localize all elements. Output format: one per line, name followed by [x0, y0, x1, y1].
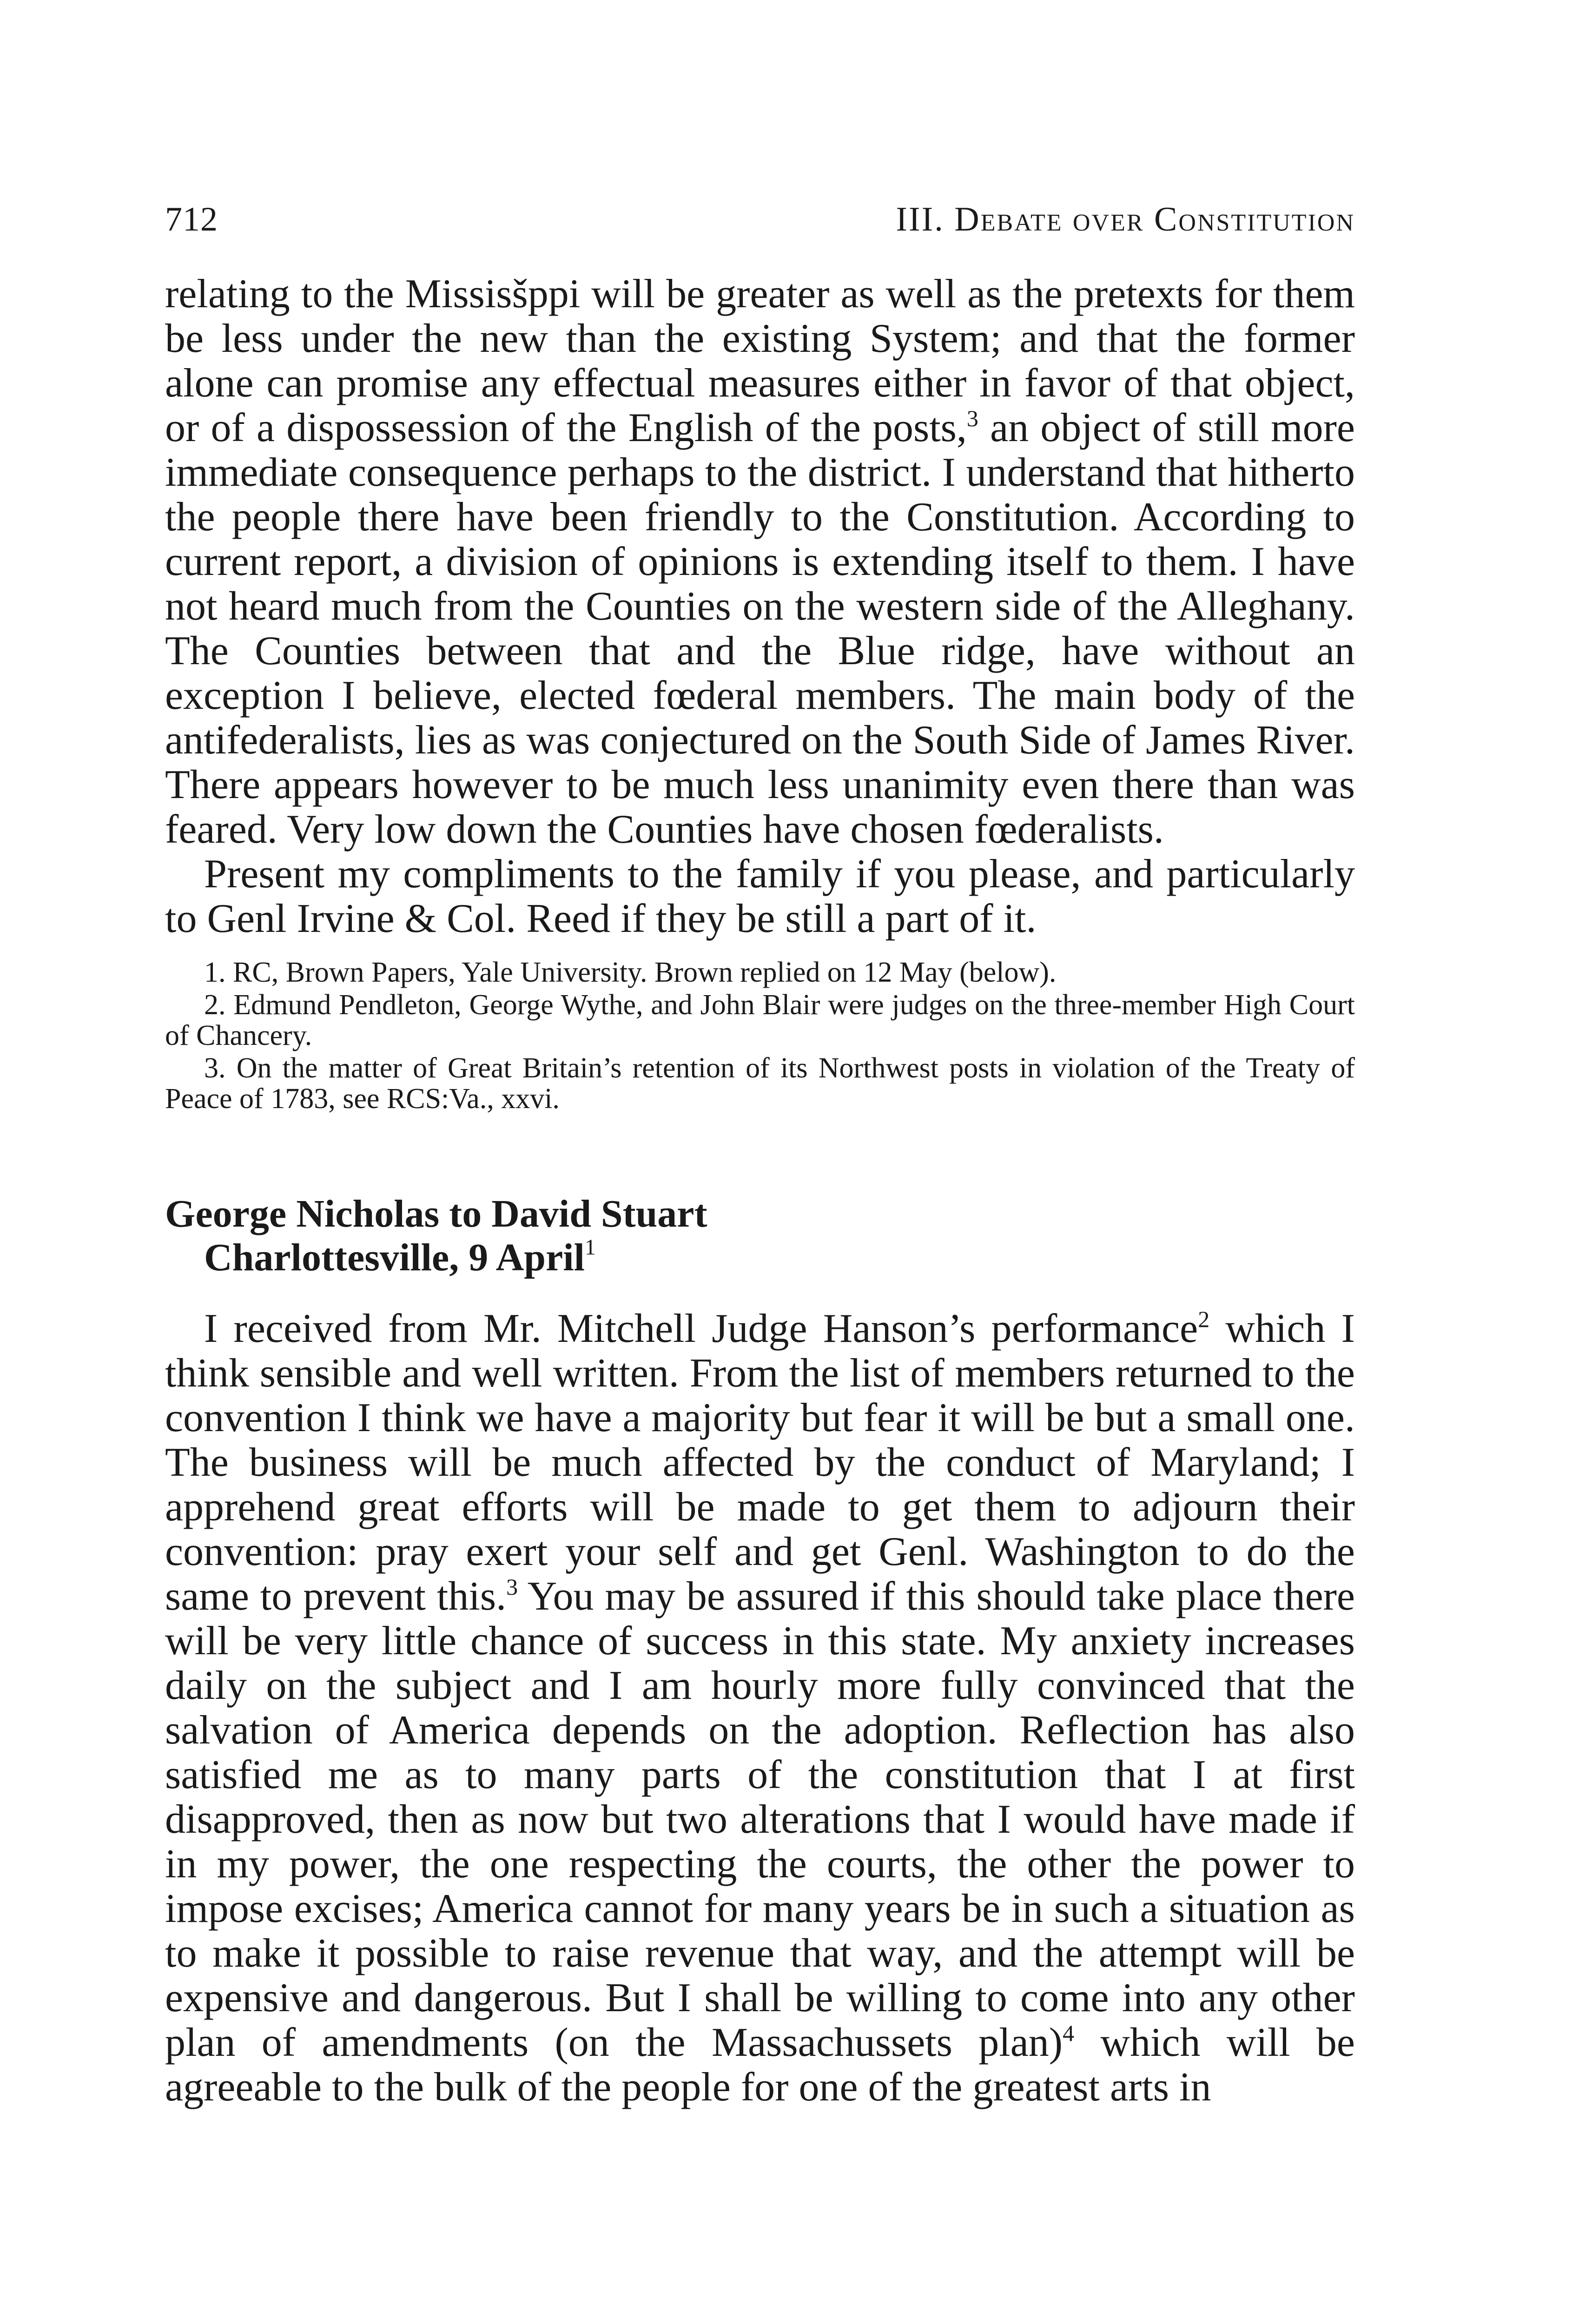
heading-place-date: [165, 1236, 1355, 1280]
footnotes: [165, 957, 1355, 1114]
letter1-paragraph-continued: [165, 272, 1355, 852]
footnote-3: 3. On the matter of Great Britain’s retention of its Northwest posts in violation of the Treaty of Peace of 1783, see RCS:Va., xxvi.: [165, 1052, 1355, 1115]
heading-author-recipient: George Nicholas to David Stuart: [165, 1192, 707, 1235]
text-run: which will be agreeable to the bulk of the people for one of the greatest arts in: [165, 2020, 1355, 2110]
running-head: [165, 200, 1355, 239]
text-run: I received from Mr. Mitchell Judge Hanson’s performance: [204, 1306, 1198, 1351]
page-number: 712: [165, 200, 218, 238]
place-date-text: Charlottesville, 9 April: [204, 1236, 585, 1279]
footnote-ref-3: 3: [966, 405, 978, 431]
document-page: [165, 200, 1355, 2110]
footnote-ref-1: 1: [584, 1235, 596, 1260]
footnote-1: 1. RC, Brown Papers, Yale University. Brown replied on 12 May (below).: [204, 957, 1057, 988]
footnote-ref-4: 4: [1063, 2020, 1075, 2046]
running-title: III. Debate over Constitution: [896, 200, 1355, 238]
footnote-2: 2. Edmund Pendleton, George Wythe, and John Blair were judges on the three-member High Court of Chancery.: [165, 989, 1355, 1051]
text-run: You may be assured if this should take place there will be very little chance of success in this state. My anxiety increases daily on the subject and I am hourly more fully convinced that the salvation of America depends on the adoption. Reflection has also satisfied me as to many parts of the constitution that I at first disapproved, then as now but two alterations that I would have made if in my power, the one respecting the courts, the other the power to impose excises; America cannot for many years be in such a situation as to make it possible to raise revenue that way, and the attempt will be expensive and dangerous. But I shall be willing to come into any other plan of amendments (on the Massachussets plan): [165, 1574, 1355, 2065]
document-heading: [165, 1192, 1355, 1280]
letter1-closing-paragraph: Present my compliments to the family if you please, and particularly to Genl Irvine & Col. Reed if they be still a part of it.: [165, 852, 1355, 941]
text-run: an object of still more immediate consequence perhaps to the district. I understand that hitherto the people there have been friendly to the Constitution. According to current report, a division of opinions is extending itself to them. I have not heard much from the Counties on the western side of the Alleghany. The Counties between that and the Blue ridge, have without an exception I believe, elected fœderal members. The main body of the antifederalists, lies as was conjectured on the South Side of James River. There appears however to be much less unanimity even there than was feared. Very low down the Counties have chosen fœderalists.: [165, 405, 1355, 852]
footnote-ref-3: 3: [506, 1574, 518, 1600]
text-run: which I think sensible and well written. From the list of members returned to the convention I think we have a majority but fear it will be but a small one. The business will be much affected by the conduct of Maryland; I apprehend great efforts will be made to get them to adjourn their convention: pray exert your self and get Genl. Washington to do the same to prevent this.: [165, 1306, 1355, 1619]
letter2-paragraph: [165, 1307, 1355, 2110]
text-run: relating to the Missisšppi will be greater as well as the pretexts for them be less under the new than the existing System; and that the former alone can promise any effectual measures either in favor of that object, or of a dispossession of the English of the posts,: [165, 271, 1355, 450]
footnote-ref-2: 2: [1198, 1306, 1210, 1332]
